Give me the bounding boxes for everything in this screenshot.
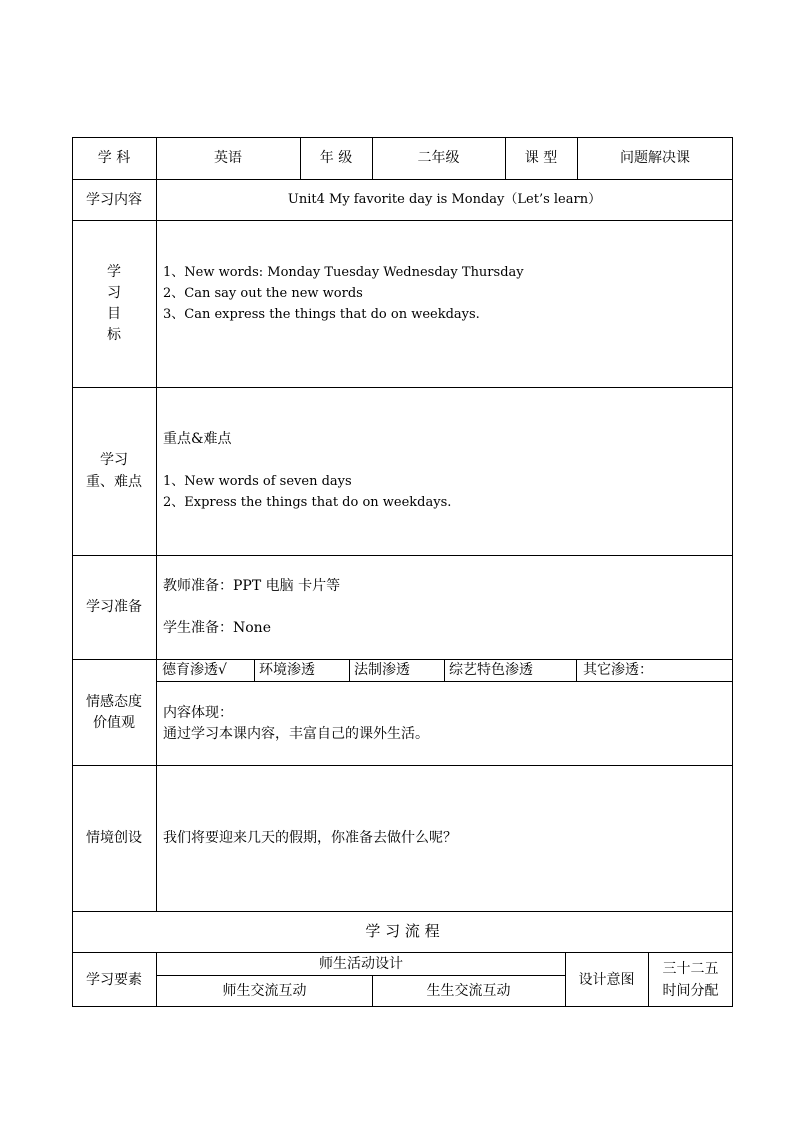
row-divider [157, 681, 733, 682]
values-tag: 综艺特色渗透 [449, 662, 533, 678]
row-divider [72, 387, 733, 388]
preparation-label: 学习准备 [86, 599, 142, 615]
objectives-label-char: 目 [107, 306, 121, 322]
row-divider [72, 555, 733, 556]
row-divider [72, 659, 733, 660]
values-content-text: 通过学习本课内容，丰富自己的课外生活。 [163, 726, 429, 742]
student-preparation: 学生准备：None [163, 620, 271, 636]
values-label: 情感态度 [86, 694, 142, 710]
row-divider [72, 179, 733, 180]
objective-item: 2、Can say out the new words [163, 286, 363, 301]
subject-label: 学 科 [97, 150, 131, 166]
flow-title: 学 习 流 程 [365, 922, 440, 940]
subject-value: 英语 [214, 150, 242, 166]
keypoints-label: 重、难点 [86, 474, 142, 490]
values-content-heading: 内容体现： [163, 705, 233, 721]
objective-item: 1、New words: Monday Tuesday Wednesday Thursday [163, 265, 524, 280]
col-divider [444, 659, 445, 681]
time-allocation-heading: 时间分配 [662, 983, 719, 999]
teacher-preparation: 教师准备：PPT 电脑 卡片等 [163, 578, 341, 594]
objectives-label-char: 标 [107, 327, 121, 343]
label-column-divider [156, 137, 157, 911]
scenario-label: 情境创设 [86, 830, 142, 846]
row-divider [157, 975, 565, 976]
activity-design-heading: 师生活动设计 [319, 956, 403, 972]
scenario-text: 我们将要迎来几天的假期，你准备去做什么呢？ [163, 830, 457, 846]
objectives-label-char: 学 [107, 264, 121, 280]
keypoints-heading: 重点&难点 [163, 431, 232, 447]
col-divider [576, 659, 577, 681]
type-value: 问题解决课 [620, 150, 690, 166]
keypoint-item: 1、New words of seven days [163, 474, 352, 489]
objective-item: 3、Can express the things that do on weekdays. [163, 307, 480, 322]
type-label: 课 型 [524, 150, 558, 166]
design-intent-heading: 设计意图 [578, 972, 635, 988]
time-allocation-heading: 三十二五 [662, 961, 719, 977]
values-tag: 环境渗透 [259, 662, 315, 678]
values-label: 价值观 [93, 715, 135, 731]
values-tag: 法制渗透 [354, 662, 410, 678]
row-divider [72, 911, 733, 912]
row-divider [72, 952, 733, 953]
values-tag: 德育渗透√ [162, 662, 227, 678]
student-student-interaction: 生生交流互动 [426, 983, 511, 999]
teacher-student-interaction: 师生交流互动 [222, 983, 307, 999]
grade-label: 年 级 [319, 150, 353, 166]
keypoints-label: 学习 [100, 452, 128, 468]
row-divider [72, 765, 733, 766]
values-tag: 其它渗透： [583, 662, 653, 678]
col-divider [254, 659, 255, 681]
content-label: 学习内容 [86, 192, 142, 208]
col-divider [349, 659, 350, 681]
grade-value: 二年级 [417, 150, 460, 166]
row-divider [72, 220, 733, 221]
keypoint-item: 2、Express the things that do on weekdays. [163, 495, 452, 510]
objectives-label-char: 习 [107, 285, 121, 301]
content-value: Unit4 My favorite day is Monday（Let’s learn） [287, 192, 602, 207]
flow-elements-label: 学习要素 [86, 972, 142, 988]
